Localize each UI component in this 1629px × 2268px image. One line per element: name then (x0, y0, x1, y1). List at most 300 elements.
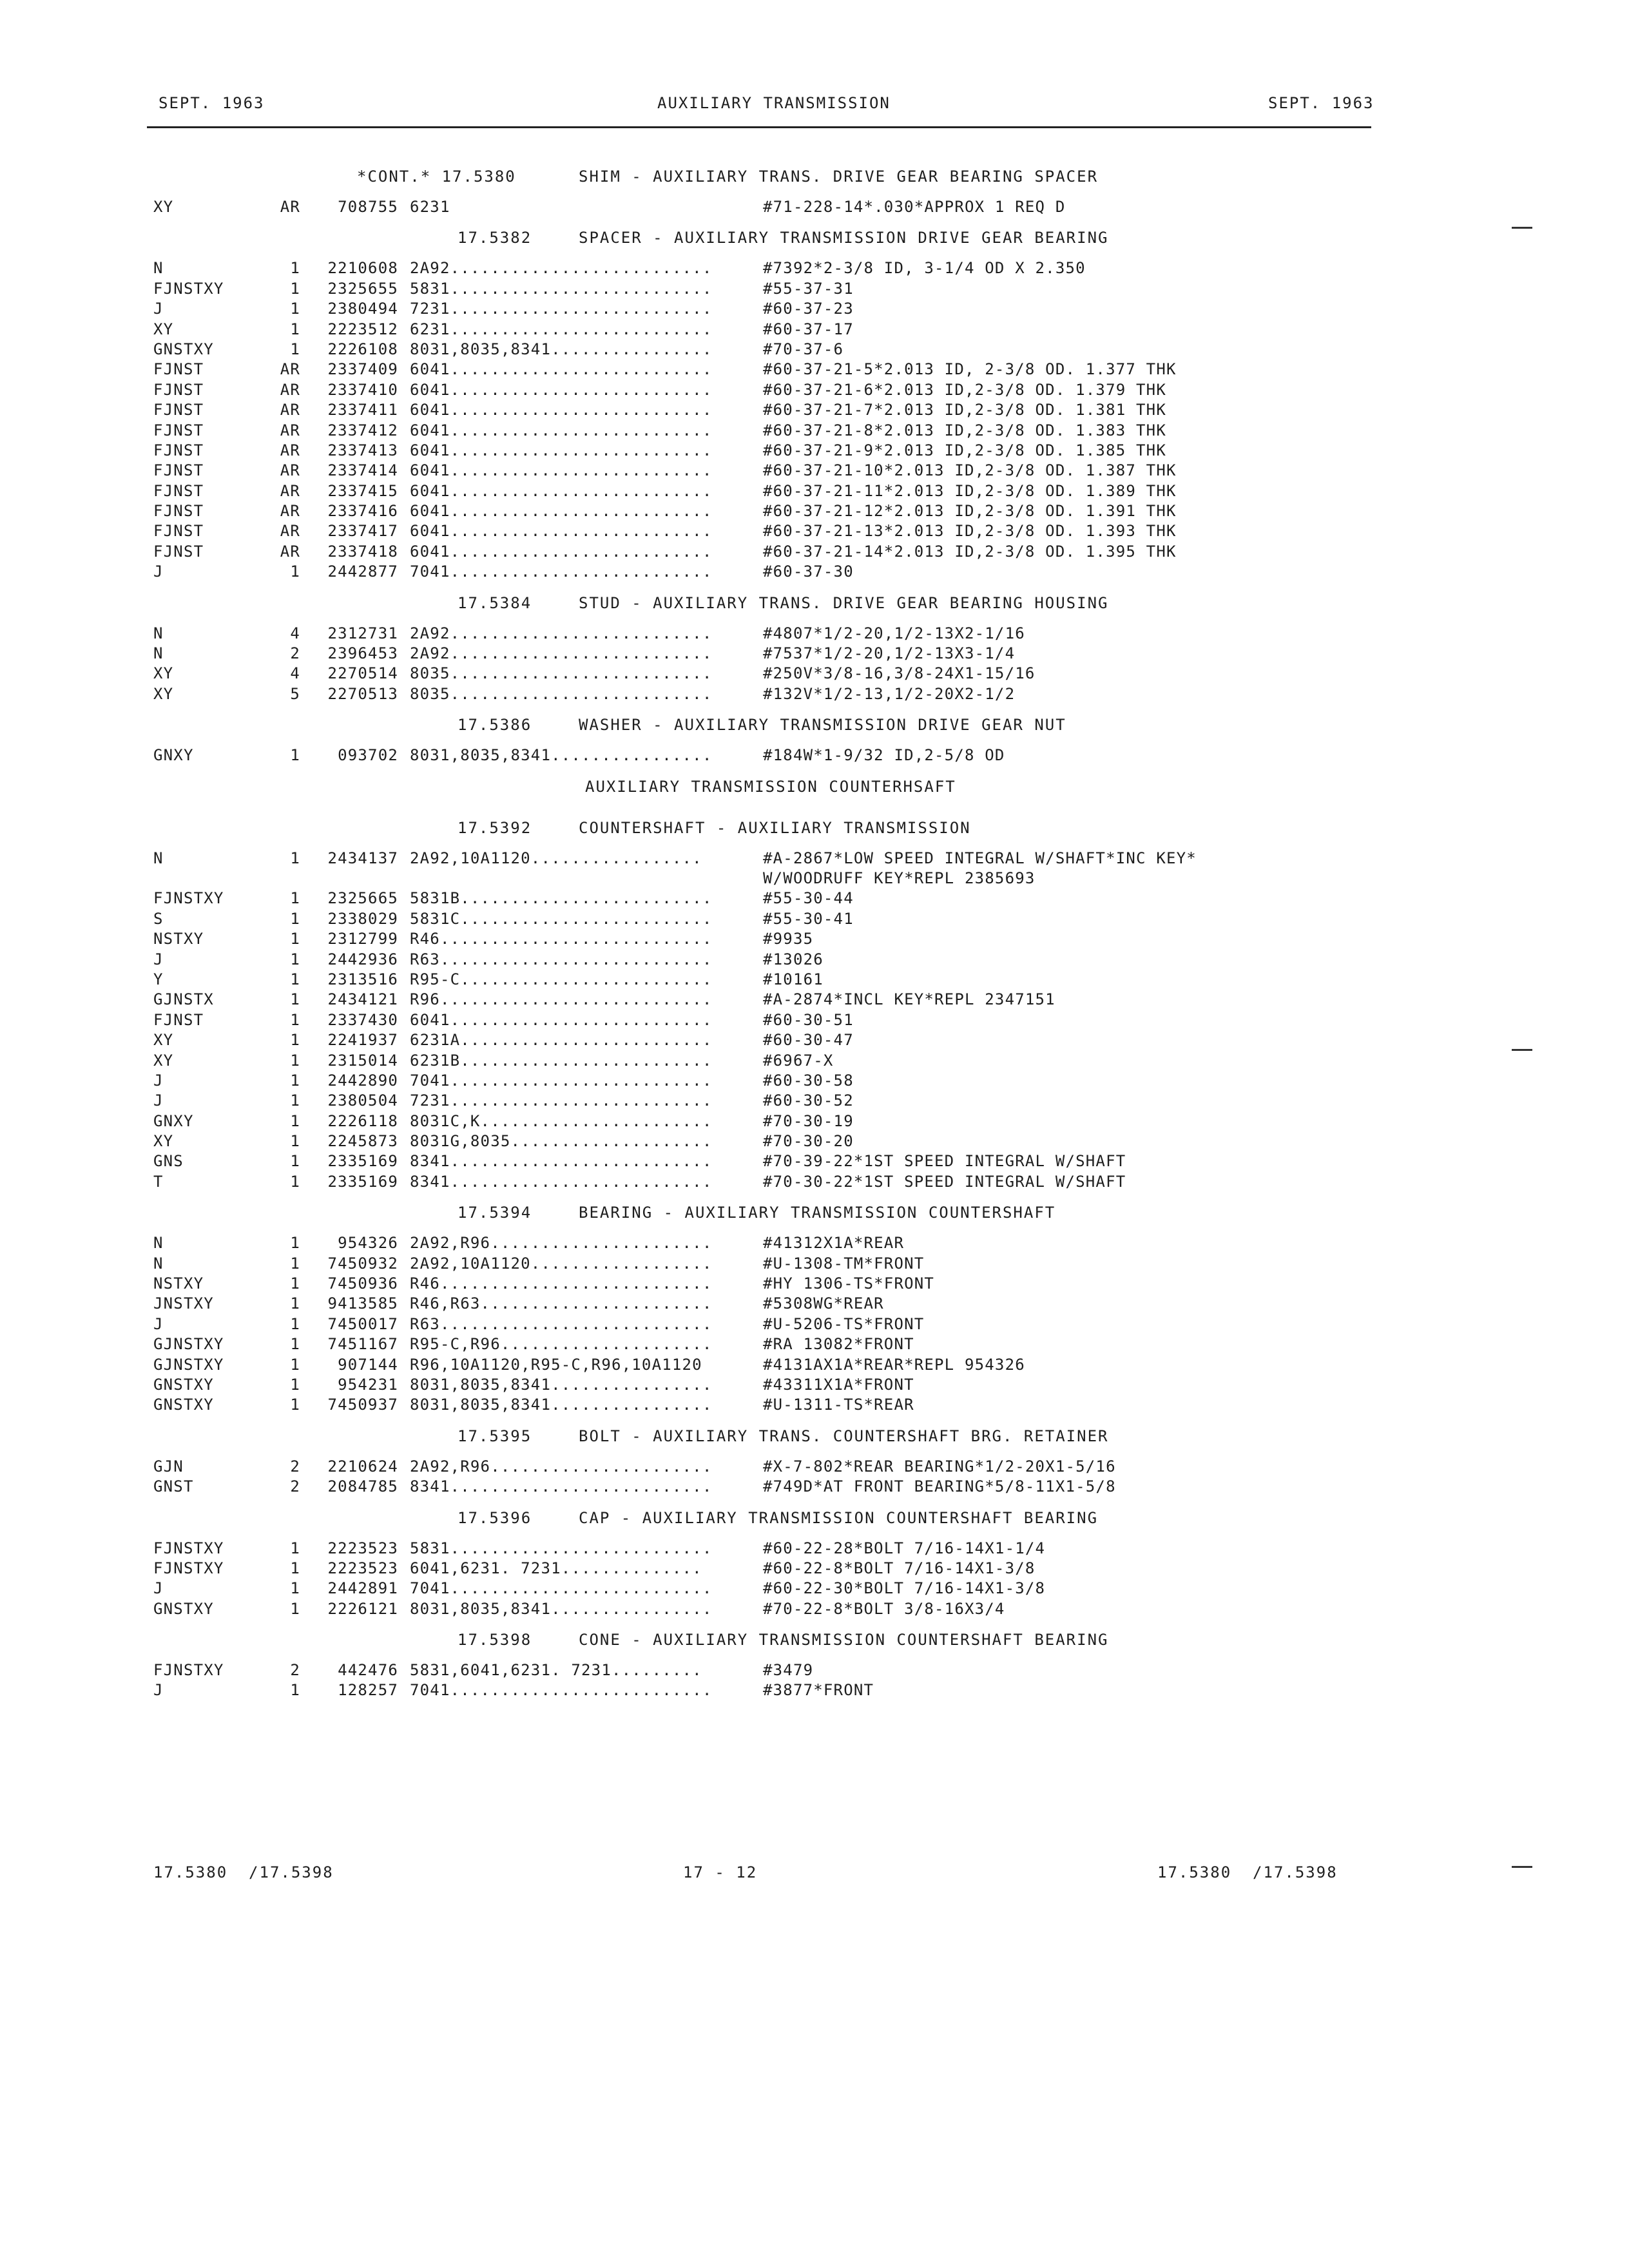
part-number: 2312799 (327, 930, 398, 948)
quantity: 1 (290, 1091, 300, 1110)
table-row (153, 421, 1365, 441)
model-list: 6041.......................... (410, 522, 713, 541)
part-number: 954326 (338, 1234, 398, 1253)
part-number: 093702 (338, 746, 398, 765)
model-list: 6041.......................... (410, 360, 713, 379)
model-list: 5831.......................... (410, 279, 713, 298)
model-list: 8035.......................... (410, 664, 713, 683)
applicability-code: J (153, 950, 164, 968)
table-row (153, 1660, 1365, 1680)
model-list: 2A92,R96...................... (410, 1234, 713, 1253)
footer-page-number: 17 - 12 (683, 1863, 758, 1881)
section-number: 17.5395 (458, 1427, 532, 1445)
applicability-code: XY (153, 1051, 174, 1070)
table-row (153, 1010, 1365, 1030)
description: #60-37-21-14*2.013 ID,2-3/8 OD. 1.395 THK (763, 542, 1177, 561)
model-list: 7041.......................... (410, 1579, 713, 1598)
model-list: 6041.......................... (410, 1010, 713, 1029)
part-number: 2434121 (327, 990, 398, 1009)
quantity: 1 (290, 1010, 300, 1029)
quantity: 1 (290, 1254, 300, 1273)
part-number: 2210624 (327, 1457, 398, 1475)
model-list: R95-C......................... (410, 970, 713, 988)
model-list: 7231.......................... (410, 300, 713, 318)
table-row (153, 849, 1365, 869)
table-row (153, 441, 1365, 461)
model-list: 5831B......................... (410, 889, 713, 908)
description: #U-1308-TM*FRONT (763, 1254, 925, 1273)
model-list: R46........................... (410, 1274, 713, 1293)
description: #3479 (763, 1661, 814, 1680)
quantity: 1 (290, 1172, 300, 1191)
description: #60-37-21-12*2.013 ID,2-3/8 OD. 1.391 THK (763, 502, 1177, 521)
table-row (153, 400, 1365, 420)
part-number: 2337414 (327, 461, 398, 480)
part-number: 2337418 (327, 542, 398, 561)
description: #70-30-20 (763, 1132, 854, 1151)
quantity: 1 (290, 340, 300, 358)
applicability-code: Y (153, 970, 164, 988)
description: #41312X1A*REAR (763, 1234, 905, 1253)
description: #60-22-28*BOLT 7/16-14X1-1/4 (763, 1539, 1046, 1557)
part-number: 2337412 (327, 421, 398, 439)
applicability-code: XY (153, 1132, 174, 1151)
description: #250V*3/8-16,3/8-24X1-15/16 (763, 664, 1036, 683)
part-number: 2337430 (327, 1010, 398, 1029)
section-number: 17.5386 (458, 716, 532, 735)
applicability-code: XY (153, 664, 174, 683)
description: #70-30-19 (763, 1111, 854, 1130)
table-row (153, 1091, 1365, 1111)
quantity: 1 (290, 1539, 300, 1557)
applicability-code: T (153, 1172, 164, 1191)
quantity: 2 (290, 644, 300, 663)
applicability-code: N (153, 1234, 164, 1253)
model-list: 2A92,10A1120.................. (410, 1254, 713, 1273)
part-number: 7451167 (327, 1335, 398, 1354)
part-number: 2335169 (327, 1152, 398, 1171)
quantity: 1 (290, 909, 300, 928)
model-list: 5831,6041,6231. 7231......... (410, 1661, 702, 1680)
section-title: AUXILIARY TRANSMISSION COUNTERHSAFT (585, 777, 956, 796)
applicability-code: FJNSTXY (153, 1559, 224, 1577)
part-number: 2325665 (327, 889, 398, 908)
table-row (153, 929, 1365, 949)
quantity: 1 (290, 1396, 300, 1414)
model-list: 6041.......................... (410, 401, 713, 419)
quantity: 1 (290, 1681, 300, 1700)
quantity: 1 (290, 1234, 300, 1253)
description: #U-5206-TS*FRONT (763, 1314, 925, 1333)
model-list: 5831.......................... (410, 1539, 713, 1557)
applicability-code: FJNST (153, 502, 204, 521)
description: #60-30-52 (763, 1091, 854, 1110)
part-number: 2270514 (327, 664, 398, 683)
applicability-code: GNXY (153, 746, 194, 765)
model-list: 7041.......................... (410, 1681, 713, 1700)
quantity: 1 (290, 1132, 300, 1151)
quantity: 1 (290, 562, 300, 581)
model-list: 6041.......................... (410, 421, 713, 439)
description: #60-37-21-10*2.013 ID,2-3/8 OD. 1.387 THK (763, 461, 1177, 480)
applicability-code: J (153, 300, 164, 318)
table-row (153, 1314, 1365, 1334)
section-title: CONE - AUXILIARY TRANSMISSION COUNTERSHAFT BEARING (579, 1631, 1109, 1649)
table-row (153, 1334, 1365, 1354)
part-number: 954231 (338, 1375, 398, 1394)
description: #A-2874*INCL KEY*REPL 2347151 (763, 990, 1055, 1009)
parts-section (153, 1497, 1365, 1620)
description: #43311X1A*FRONT (763, 1375, 914, 1394)
part-number: 2223523 (327, 1539, 398, 1557)
section-title: COUNTERSHAFT - AUXILIARY TRANSMISSION (579, 818, 971, 837)
applicability-code: J (153, 1071, 164, 1090)
description: #60-37-21-6*2.013 ID,2-3/8 OD. 1.379 THK (763, 380, 1166, 399)
applicability-code: J (153, 1579, 164, 1598)
quantity: AR (280, 360, 300, 379)
applicability-code: N (153, 259, 164, 278)
description: #X-7-802*REAR BEARING*1/2-20X1-5/16 (763, 1457, 1116, 1475)
section-heading (153, 1619, 1365, 1660)
parts-section (153, 1619, 1365, 1701)
description: #60-30-58 (763, 1071, 854, 1090)
description: #RA 13082*FRONT (763, 1335, 914, 1354)
description: #70-30-22*1ST SPEED INTEGRAL W/SHAFT (763, 1172, 1126, 1191)
applicability-code: XY (153, 1031, 174, 1050)
margin-mark (1512, 227, 1532, 229)
description: #132V*1/2-13,1/2-20X2-1/2 (763, 684, 1016, 703)
quantity: 4 (290, 624, 300, 642)
table-row (153, 1151, 1365, 1171)
model-list: 8341.......................... (410, 1152, 713, 1171)
part-number: 9413585 (327, 1294, 398, 1313)
quantity: 1 (290, 1031, 300, 1050)
applicability-code: J (153, 1314, 164, 1333)
table-row (153, 1539, 1365, 1559)
model-list: 6041.......................... (410, 502, 713, 521)
quantity: 2 (290, 1477, 300, 1496)
section-title: SHIM - AUXILIARY TRANS. DRIVE GEAR BEARING SPACER (579, 168, 1099, 186)
part-number: 7450017 (327, 1314, 398, 1333)
table-row (153, 1599, 1365, 1619)
description: #184W*1-9/32 ID,2-5/8 OD (763, 746, 1005, 765)
model-list: 6231 (410, 198, 450, 216)
part-number: 2245873 (327, 1132, 398, 1151)
applicability-code: FJNST (153, 522, 204, 541)
quantity: AR (280, 461, 300, 480)
margin-mark (1512, 1049, 1532, 1051)
description: #6967-X (763, 1051, 834, 1070)
table-row (153, 1559, 1365, 1579)
model-list: R63........................... (410, 950, 713, 968)
applicability-code: GNSTXY (153, 1599, 214, 1618)
quantity: 5 (290, 684, 300, 703)
table-row (153, 1071, 1365, 1091)
table-row (153, 684, 1365, 704)
description: W/WOODRUFF KEY*REPL 2385693 (763, 869, 1036, 887)
description: #7392*2-3/8 ID, 3-1/4 OD X 2.350 (763, 259, 1086, 278)
applicability-code: N (153, 644, 164, 663)
part-number: 7450932 (327, 1254, 398, 1273)
model-list: 8031,8035,8341................ (410, 746, 713, 765)
model-list: 2A92,R96...................... (410, 1457, 713, 1475)
description: #60-37-23 (763, 300, 854, 318)
applicability-code: GNXY (153, 1111, 194, 1130)
description: #60-37-17 (763, 320, 854, 338)
quantity: AR (280, 198, 300, 216)
quantity: 1 (290, 1599, 300, 1618)
quantity: AR (280, 481, 300, 500)
quantity: 1 (290, 1355, 300, 1374)
model-list: R63........................... (410, 1314, 713, 1333)
section-number: 17.5392 (458, 818, 532, 837)
parts-section (153, 807, 1365, 1193)
model-list: R96........................... (410, 990, 713, 1009)
applicability-code: GNS (153, 1152, 184, 1171)
applicability-code: NSTXY (153, 1274, 204, 1293)
applicability-code: FJNSTXY (153, 279, 224, 298)
model-list: 8341.......................... (410, 1172, 713, 1191)
section-heading (153, 1497, 1365, 1539)
applicability-code: GNST (153, 1477, 194, 1496)
table-row (153, 1274, 1365, 1294)
section-heading (153, 217, 1365, 258)
quantity: 1 (290, 849, 300, 867)
section-title: BOLT - AUXILIARY TRANS. COUNTERSHAFT BRG. RETAINER (579, 1427, 1109, 1445)
quantity: AR (280, 421, 300, 439)
header-date-right: SEPT. 1963 (1268, 94, 1374, 112)
table-row (153, 1477, 1365, 1497)
description: #55-30-41 (763, 909, 854, 928)
description: #4807*1/2-20,1/2-13X2-1/16 (763, 624, 1025, 642)
part-number: 2337416 (327, 502, 398, 521)
footer-range-left: 17.5380 /17.5398 (153, 1863, 334, 1881)
quantity: 1 (290, 320, 300, 338)
model-list: 2A92.......................... (410, 624, 713, 642)
table-row (153, 320, 1365, 340)
part-number: 2270513 (327, 684, 398, 703)
section-heading (153, 582, 1365, 624)
part-number: 2325655 (327, 279, 398, 298)
applicability-code: GNSTXY (153, 1396, 214, 1414)
parts-section (153, 704, 1365, 765)
description: #60-37-21-8*2.013 ID,2-3/8 OD. 1.383 THK (763, 421, 1166, 439)
applicability-code: JNSTXY (153, 1294, 214, 1313)
part-number: 2442890 (327, 1071, 398, 1090)
section-heading (153, 766, 1365, 807)
quantity: 1 (290, 1314, 300, 1333)
section-number: 17.5398 (458, 1631, 532, 1649)
part-number: 2223523 (327, 1559, 398, 1577)
part-number: 128257 (338, 1681, 398, 1700)
applicability-code: FJNSTXY (153, 1539, 224, 1557)
header-rule (147, 126, 1371, 128)
description: #HY 1306-TS*FRONT (763, 1274, 935, 1293)
part-number: 2442891 (327, 1579, 398, 1598)
table-row (153, 1294, 1365, 1314)
table-row (153, 1680, 1365, 1700)
description: #60-22-30*BOLT 7/16-14X1-3/8 (763, 1579, 1046, 1598)
applicability-code: N (153, 1254, 164, 1273)
quantity: 1 (290, 1335, 300, 1354)
quantity: AR (280, 522, 300, 541)
table-row (153, 197, 1365, 217)
quantity: 1 (290, 300, 300, 318)
description: #71-228-14*.030*APPROX 1 REQ D (763, 198, 1066, 216)
part-number: 2226108 (327, 340, 398, 358)
quantity: 1 (290, 990, 300, 1009)
table-row (153, 461, 1365, 481)
part-number: 2337409 (327, 360, 398, 379)
table-row (153, 990, 1365, 1010)
model-list: 8031,8035,8341................ (410, 1599, 713, 1618)
description: #U-1311-TS*REAR (763, 1396, 914, 1414)
quantity: 1 (290, 1294, 300, 1313)
section-title: CAP - AUXILIARY TRANSMISSION COUNTERSHAFT BEARING (579, 1508, 1099, 1527)
part-number: 2241937 (327, 1031, 398, 1050)
table-row (153, 521, 1365, 541)
part-number: 2084785 (327, 1477, 398, 1496)
model-list: 6041.......................... (410, 542, 713, 561)
part-number: 2442877 (327, 562, 398, 581)
table-row (153, 258, 1365, 278)
section-heading (153, 1192, 1365, 1233)
applicability-code: XY (153, 320, 174, 338)
section-heading (153, 1416, 1365, 1457)
quantity: 4 (290, 664, 300, 683)
quantity: 1 (290, 1579, 300, 1598)
applicability-code: S (153, 909, 164, 928)
table-row (153, 644, 1365, 664)
applicability-code: FJNST (153, 401, 204, 419)
section-number: 17.5394 (458, 1204, 532, 1222)
quantity: 1 (290, 889, 300, 908)
section-title: WASHER - AUXILIARY TRANSMISSION DRIVE GEAR NUT (579, 716, 1066, 735)
description: #60-37-21-5*2.013 ID, 2-3/8 OD. 1.377 THK (763, 360, 1177, 379)
description: #9935 (763, 930, 814, 948)
description: #4131AX1A*REAR*REPL 954326 (763, 1355, 1025, 1374)
table-row (153, 1111, 1365, 1131)
applicability-code: FJNST (153, 441, 204, 459)
applicability-code: FJNST (153, 481, 204, 500)
description: #10161 (763, 970, 824, 988)
table-row (153, 1030, 1365, 1050)
table-row (153, 562, 1365, 582)
description: #60-22-8*BOLT 7/16-14X1-3/8 (763, 1559, 1036, 1577)
parts-section (153, 766, 1365, 807)
model-list: 6041.......................... (410, 380, 713, 399)
model-list: 8341.......................... (410, 1477, 713, 1496)
model-list: 6231.......................... (410, 320, 713, 338)
quantity: AR (280, 401, 300, 419)
table-row (153, 1457, 1365, 1477)
description: #749D*AT FRONT BEARING*5/8-11X1-5/8 (763, 1477, 1116, 1496)
section-number: *CONT.* 17.5380 (357, 168, 516, 186)
part-number: 2338029 (327, 909, 398, 928)
part-number: 2335169 (327, 1172, 398, 1191)
model-list: 6041,6231. 7231.............. (410, 1559, 702, 1577)
applicability-code: XY (153, 684, 174, 703)
table-row (153, 889, 1365, 908)
part-number: 2337413 (327, 441, 398, 459)
applicability-code: FJNST (153, 542, 204, 561)
applicability-code: J (153, 1681, 164, 1700)
model-list: 2A92,10A1120................. (410, 849, 702, 867)
section-heading (153, 807, 1365, 849)
quantity: 1 (290, 259, 300, 278)
applicability-code: FJNST (153, 461, 204, 480)
model-list: 6231A......................... (410, 1031, 713, 1050)
table-row (153, 279, 1365, 299)
table-row (153, 481, 1365, 501)
quantity: 1 (290, 1071, 300, 1090)
model-list: 8031C,K....................... (410, 1111, 713, 1130)
part-number: 2223512 (327, 320, 398, 338)
table-row (153, 380, 1365, 400)
quantity: 1 (290, 1559, 300, 1577)
section-number: 17.5396 (458, 1508, 532, 1527)
model-list: R96,10A1120,R95-C,R96,10A1120 (410, 1355, 702, 1374)
part-number: 2210608 (327, 259, 398, 278)
description: #55-30-44 (763, 889, 854, 908)
quantity: 1 (290, 1152, 300, 1171)
table-row (153, 1254, 1365, 1274)
part-number: 2226118 (327, 1111, 398, 1130)
footer-range-right: 17.5380 /17.5398 (1157, 1863, 1338, 1881)
table-row (153, 299, 1365, 319)
applicability-code: NSTXY (153, 930, 204, 948)
table-row (153, 745, 1365, 765)
margin-mark (1512, 1866, 1532, 1868)
quantity: 1 (290, 1375, 300, 1394)
description: #60-37-21-9*2.013 ID,2-3/8 OD. 1.385 THK (763, 441, 1166, 459)
parts-list (153, 156, 1365, 1701)
description: #A-2867*LOW SPEED INTEGRAL W/SHAFT*INC KEY* (763, 849, 1197, 867)
table-row (153, 340, 1365, 360)
section-heading (153, 704, 1365, 745)
part-number: 2396453 (327, 644, 398, 663)
quantity: 1 (290, 746, 300, 765)
description: #70-22-8*BOLT 3/8-16X3/4 (763, 1599, 1005, 1618)
part-number: 2337411 (327, 401, 398, 419)
model-list: 6041.......................... (410, 481, 713, 500)
model-list: 7041.......................... (410, 1071, 713, 1090)
model-list: 6231B......................... (410, 1051, 713, 1070)
model-list: 7231.......................... (410, 1091, 713, 1110)
applicability-code: FJNST (153, 421, 204, 439)
quantity: AR (280, 502, 300, 521)
quantity: 2 (290, 1457, 300, 1475)
applicability-code: GNSTXY (153, 340, 214, 358)
section-title: BEARING - AUXILIARY TRANSMISSION COUNTERSHAFT (579, 1204, 1056, 1222)
description: #60-37-21-11*2.013 ID,2-3/8 OD. 1.389 THK (763, 481, 1177, 500)
part-number: 2380494 (327, 300, 398, 318)
table-row (153, 624, 1365, 644)
quantity: AR (280, 380, 300, 399)
model-list: R46........................... (410, 930, 713, 948)
table-row (153, 869, 1365, 889)
model-list: 2A92.......................... (410, 259, 713, 278)
table-row (153, 1131, 1365, 1151)
table-row (153, 542, 1365, 562)
part-number: 907144 (338, 1355, 398, 1374)
quantity: AR (280, 441, 300, 459)
description: #60-37-21-13*2.013 ID,2-3/8 OD. 1.393 THK (763, 522, 1177, 541)
table-row (153, 1233, 1365, 1253)
applicability-code: GNSTXY (153, 1375, 214, 1394)
header-title: AUXILIARY TRANSMISSION (657, 94, 891, 112)
table-row (153, 360, 1365, 380)
